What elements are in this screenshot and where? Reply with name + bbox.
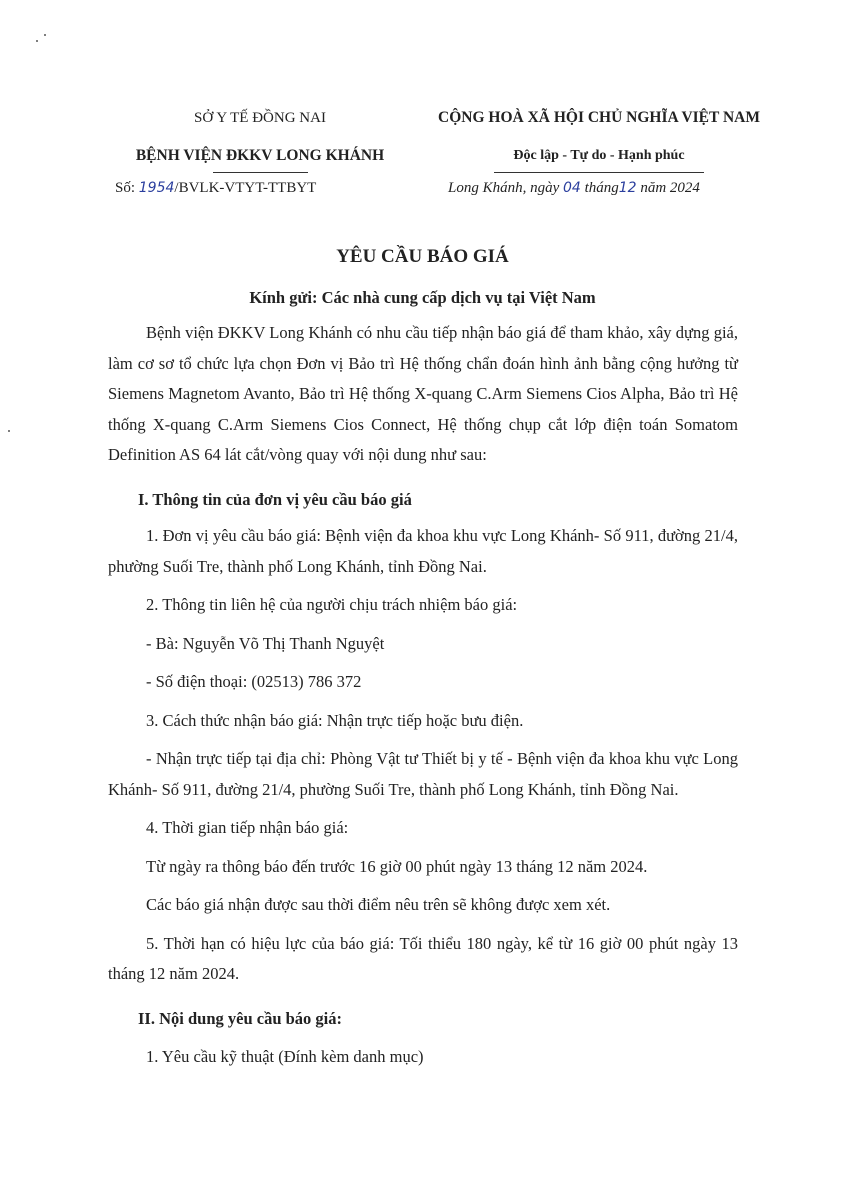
doc-number-suffix: /BVLK-VTYT-TTBYT <box>174 180 317 196</box>
date-year: năm 2024 <box>636 180 700 196</box>
issuer-block <box>90 108 430 173</box>
greeting-line: Kính gửi: Các nhà cung cấp dịch vụ tại Việt Nam <box>249 288 596 307</box>
country-name: CỘNG HOÀ XÃ HỘI CHỦ NGHĨA VIỆT NAM <box>438 109 760 126</box>
section-1-item-2: 2. Thông tin liên hệ của người chịu trách nhiệm báo giá: <box>146 595 518 614</box>
section-1-item-4-from: Từ ngày ra thông báo đến trước 16 giờ 00 phút ngày 13 tháng 12 năm 2024. <box>146 856 648 876</box>
contact-name: - Bà: Nguyễn Võ Thị Thanh Nguyệt <box>146 633 385 653</box>
scan-speck <box>8 430 10 432</box>
issuer-underline <box>213 172 308 173</box>
section-1-item-4: 4. Thời gian tiếp nhận báo giá: <box>146 818 349 837</box>
section-1-item-5: 5. Thời hạn có hiệu lực của báo giá: Tối thiểu 180 ngày, kể từ 16 giờ 00 phút ngày 13 tháng 12 năm 2024. <box>108 933 738 983</box>
doc-number-prefix: Số: <box>115 180 139 196</box>
national-motto-block <box>408 108 790 173</box>
document-date <box>448 180 700 197</box>
department-name: SỞ Y TẾ ĐỒNG NAI <box>194 110 326 126</box>
section-1-item-1: 1. Đơn vị yêu cầu báo giá: Bệnh viện đa khoa khu vực Long Khánh- Số 911, đường 21/4, phường Suối Tre, thành phố Long Khánh, tỉnh Đồng Nai. <box>108 526 738 576</box>
document-number <box>115 180 316 197</box>
section-1-item-3: 3. Cách thức nhận báo giá: Nhận trực tiếp hoặc bưu điện. <box>146 710 524 730</box>
section-1-heading: I. Thông tin của đơn vị yêu cầu báo giá <box>138 489 412 509</box>
hospital-name: BỆNH VIỆN ĐKKV LONG KHÁNH <box>135 147 385 164</box>
scan-speck <box>44 34 46 36</box>
section-1-item-4-note: Các báo giá nhận được sau thời điểm nêu trên sẽ không được xem xét. <box>146 895 611 914</box>
contact-phone: - Số điện thoại: (02513) 786 372 <box>146 672 362 691</box>
handwritten-doc-number: 1954 <box>138 180 175 196</box>
section-2-heading: II. Nội dung yêu cầu báo giá: <box>138 1008 343 1028</box>
scan-speck <box>36 40 38 42</box>
date-month-label: tháng <box>580 180 619 196</box>
motto-underline <box>494 172 704 173</box>
intro-paragraph: Bệnh viện ĐKKV Long Khánh có nhu cầu tiếp nhận báo giá để tham khảo, xây dựng giá, làm cơ sơ tổ chức lựa chọn Đơn vị Bảo trì Hệ thống chẩn đoán hình ảnh bằng cộng hưởng từ Siemens Magnetom Avanto, Bảo trì Hệ thống X-quang C.Arm Siemens Cios Alpha, Bảo trì Hệ thống X-quang C.Arm Siemens Cios Connect, Hệ thống chụp cắt lớp điện toán Somatom Definition AS 64 lát cắt/vòng quay với nội dung như sau: <box>108 323 738 464</box>
document-title: YÊU CẦU BÁO GIÁ <box>336 246 509 267</box>
section-2-item-1: 1. Yêu cầu kỹ thuật (Đính kèm danh mục) <box>146 1047 424 1066</box>
section-1-item-3-detail: - Nhận trực tiếp tại địa chỉ: Phòng Vật tư Thiết bị y tế - Bệnh viện đa khoa khu vực Long Khánh- Số 911, đường 21/4, phường Suối Tre, thành phố Long Khánh, tỉnh Đồng Nai. <box>108 749 738 799</box>
national-motto: Độc lập - Tự do - Hạnh phúc <box>513 148 685 163</box>
handwritten-month: 12 <box>618 180 637 196</box>
document-body <box>108 318 738 1073</box>
date-prefix: Long Khánh, ngày <box>448 180 564 196</box>
handwritten-day: 04 <box>563 180 581 196</box>
